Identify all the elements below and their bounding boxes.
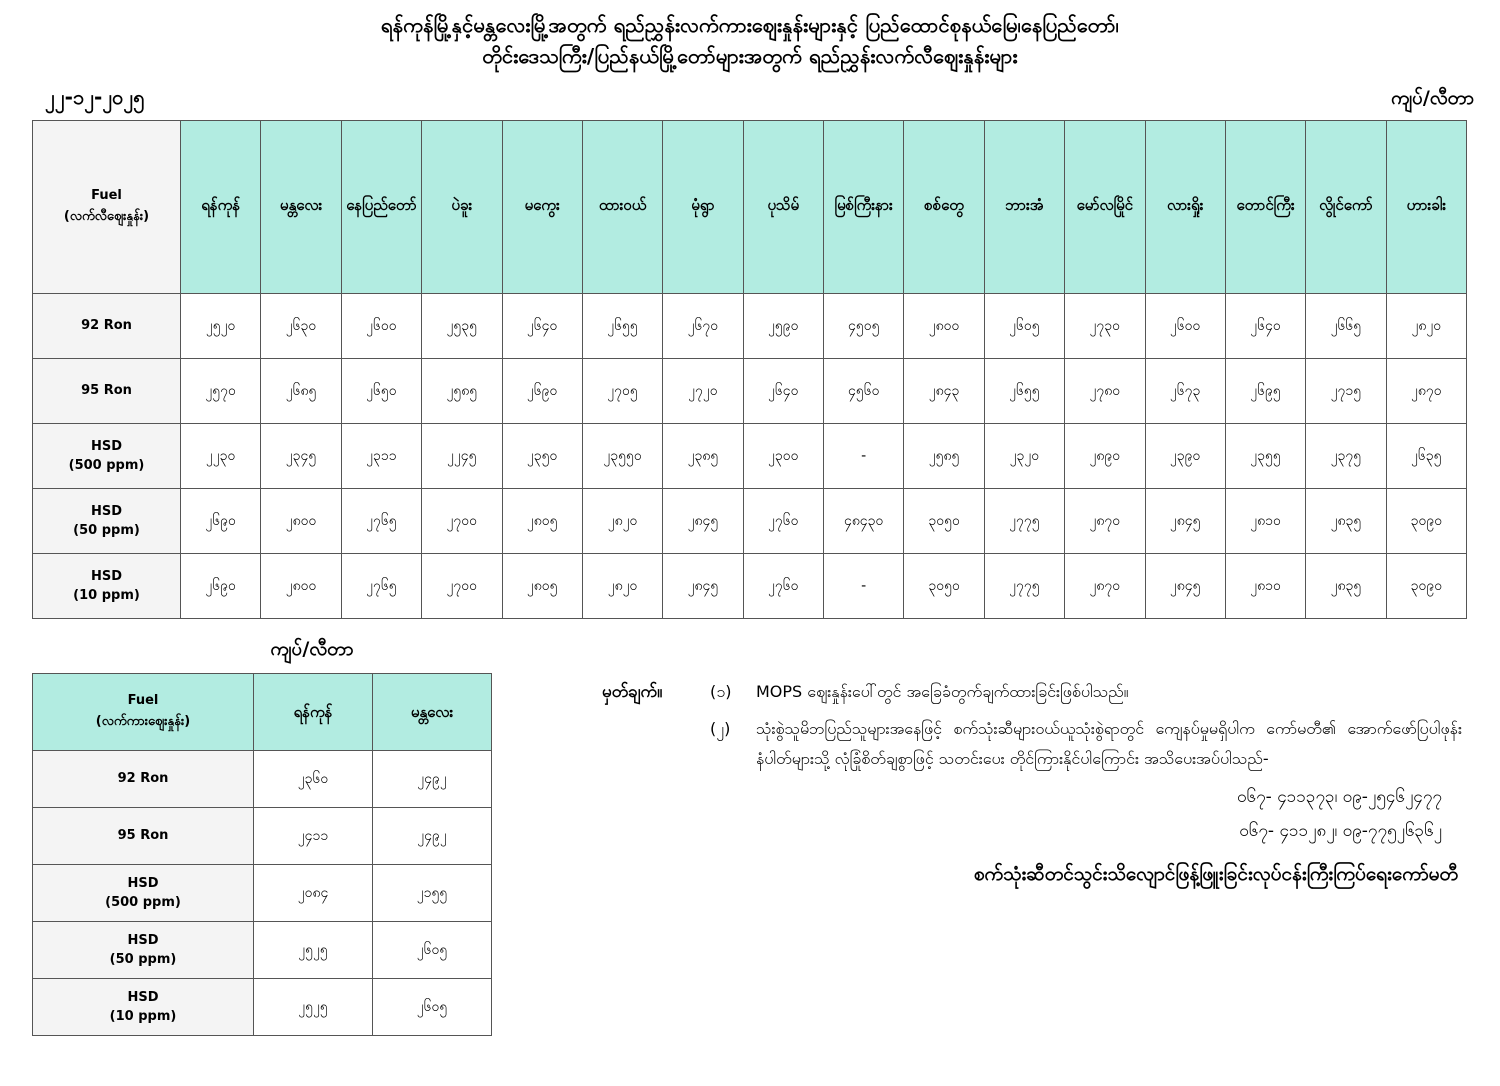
city-header-bago: ပဲခူး (422, 121, 502, 294)
row-label-92ron-wholesale (33, 751, 254, 808)
row-label-line-1: 92 Ron (81, 318, 132, 334)
cell: ၂၆၄၀ (502, 294, 582, 359)
row-label-line-2: (50 ppm) (73, 523, 140, 538)
row-label-line-1: 95 Ron (81, 383, 132, 399)
title-line-1: ရန်ကုန်မြို့နှင့်မန္တလေးမြို့အတွက် ရည်ညွှန်းလက်ကားဈေးနှုန်းများနှင့် ပြည်ထောင်စုနယ်မြေ၊နေပြည်တော်၊ (380, 13, 1120, 37)
cell: ၂၇၂၀ (663, 359, 743, 424)
cell: ၂၇၇၅ (984, 489, 1064, 554)
cell: ၂၂၄၅ (422, 424, 502, 489)
cell: ၂၆၅၅ (984, 359, 1064, 424)
document-title (0, 0, 1500, 72)
city-header-yangon-wholesale: ရန်ကုန် (254, 674, 373, 751)
cell: ၂၈၂၀ (582, 489, 662, 554)
city-header-taunggyi: တောင်ကြီး (1225, 121, 1305, 294)
cell: ၂၆၅၅ (582, 294, 662, 359)
cell: ၂၅၂၅ (254, 922, 373, 979)
cell: ၂၈၉၀ (1065, 424, 1145, 489)
cell: ၂၃၁၁ (341, 424, 421, 489)
cell: ၂၇၀၀ (422, 554, 502, 619)
cell: ၂၆၉၀ (181, 489, 261, 554)
row-label-line-2: (50 ppm) (109, 952, 177, 967)
cell: ၂၆၀၅ (984, 294, 1064, 359)
row-label-line-1: 92 Ron (117, 771, 169, 787)
cell: ၂၆၀၅ (373, 979, 492, 1036)
fuel-header-line-2: (လက်ကားဈေးနှုန်း) (95, 714, 191, 729)
cell: ၂၆၇၀ (663, 294, 743, 359)
table-row (33, 751, 492, 808)
row-label-line-1: HSD (90, 568, 123, 584)
cell: ၂၃၅၅ (1225, 424, 1305, 489)
cell: ၂၃၈၅ (663, 424, 743, 489)
row-label-line-1: HSD (127, 875, 159, 891)
row-label-line-1: HSD (90, 503, 123, 519)
cell: ၂၄၁၁ (254, 808, 373, 865)
document-date: ၂၂-၁၂-၂၀၂၅ (45, 85, 145, 109)
note-text-1: MOPS ဈေးနှုန်းပေါ်တွင် အခြေခံတွက်ချက်ထားခြင်းဖြစ်ပါသည်။ (756, 682, 1129, 701)
cell: ၂၆၉၀ (502, 359, 582, 424)
row-label-92ron (33, 294, 181, 359)
note-number-2: (၂) (710, 719, 731, 739)
cell: ၂၈၂၀ (582, 554, 662, 619)
cell: ၂၁၅၅ (373, 865, 492, 922)
row-label-line-2: (10 ppm) (73, 588, 140, 603)
cell: ၂၅၇၀ (181, 359, 261, 424)
cell: ၂၃၅၅၀ (582, 424, 662, 489)
cell: ၂၅၈၅ (904, 424, 984, 489)
cell: ၂၈၄၅ (1145, 489, 1225, 554)
note-item-2 (602, 714, 1462, 773)
committee-signature: စက်သုံးဆီတင်သွင်းသိလျောင်ဖြန့်ဖြူးခြင်းလုပ်ငန်းကြီးကြပ်ရေးကော်မတီ (973, 862, 1458, 885)
fuel-column-header-wholesale (33, 674, 254, 751)
contact-phone-line-1: ၀၆၇- ၄၁၁၃၇၃၊ ၀၉-၂၅၄၆၂၄၇၇ (1236, 786, 1442, 807)
cell: ၂၇၆၅ (341, 554, 421, 619)
cell: ၂၈၇၀ (1065, 489, 1145, 554)
fuel-column-header (33, 121, 181, 294)
cell: ၂၈၁၀ (1225, 554, 1305, 619)
city-header-mawlamyine: မော်လမြိုင် (1065, 121, 1145, 294)
cell: ၂၆၆၅ (1306, 294, 1386, 359)
fuel-header-line-1: Fuel (127, 693, 159, 709)
cell: ၂၃၉၀ (1145, 424, 1225, 489)
cell: ၂၆၃၀ (261, 294, 341, 359)
notes-section (602, 637, 1462, 890)
cell: ၂၃၂၀ (984, 424, 1064, 489)
cell: ၂၈၄၅ (663, 554, 743, 619)
cell: ၂၇၃၀ (1065, 294, 1145, 359)
table-header-row (33, 121, 1467, 294)
cell: ၂၈၃၅ (1306, 554, 1386, 619)
cell: ၂၃၄၅ (261, 424, 341, 489)
cell: ၄၈၄၃၀ (824, 489, 904, 554)
cell: ၂၅၉၀ (743, 294, 823, 359)
city-header-pathein: ပုသိမ် (743, 121, 823, 294)
notes-label: မှတ်ချက်။ (602, 682, 663, 702)
cell: ၂၆၈၅ (261, 359, 341, 424)
row-label-line-1: 95 Ron (117, 828, 169, 844)
cell: ၂၈၀၀ (904, 294, 984, 359)
table-row (33, 424, 1467, 489)
table-row (33, 808, 492, 865)
city-header-mandalay: မန္တလေး (261, 121, 341, 294)
city-header-loikaw: လွိုင်ကော် (1306, 121, 1386, 294)
cell: ၂၆၀၀ (1145, 294, 1225, 359)
row-label-95ron (33, 359, 181, 424)
row-label-line-2: (10 ppm) (109, 1009, 177, 1024)
table-row (33, 865, 492, 922)
title-line-2: တိုင်းဒေသကြီး/ပြည်နယ်မြို့တော်များအတွက် ရည်ညွှန်းလက်လီဈေးနှုန်းများ (482, 44, 1018, 68)
cell: - (824, 424, 904, 489)
city-header-mandalay-wholesale: မန္တလေး (373, 674, 492, 751)
cell: ၂၆၅၀ (341, 359, 421, 424)
cell: ၄၅၀၅ (824, 294, 904, 359)
note-text-2: သုံးစွဲသူမိဘပြည်သူများအနေဖြင့် စက်သုံးဆီများဝယ်ယူသုံးစွဲရာတွင် ကျေနပ်မှုမရှိပါက ကော်မတီ၏ အောက်ဖော်ပြပါဖုန်းနံပါတ်များသို့ လုံခြုံစိတ်ချစွာဖြင့် သတင်းပေး တိုင်ကြားနိုင်ပါကြောင်း အသိပေးအပ်ပါသည်- (756, 719, 1462, 769)
city-header-monywa: မုံရွာ (663, 121, 743, 294)
cell: ၂၃၀၀ (743, 424, 823, 489)
cell: ၃၀၅၀ (904, 489, 984, 554)
city-header-naypyitaw: နေပြည်တော် (341, 121, 421, 294)
cell: ၂၄၉၂ (373, 751, 492, 808)
cell: ၂၅၃၅ (422, 294, 502, 359)
cell: ၂၈၄၃ (904, 359, 984, 424)
cell: ၂၇၇၅ (984, 554, 1064, 619)
table-row (33, 922, 492, 979)
table-row (33, 294, 1467, 359)
cell: ၂၆၄၀ (1225, 294, 1305, 359)
cell: ၂၈၀၀ (261, 554, 341, 619)
unit-label-main: ကျပ်/လီတာ (1391, 87, 1474, 109)
wholesale-section (32, 637, 532, 1036)
cell: ၃၀၉၀ (1386, 554, 1466, 619)
city-header-yangon: ရန်ကုန် (181, 121, 261, 294)
meta-row (45, 84, 1474, 114)
row-label-hsd-50ppm-wholesale (33, 922, 254, 979)
row-label-line-1: HSD (127, 932, 159, 948)
contact-phone-line-2: ၀၆၇- ၄၁၁၂၈၂၊ ၀၉-၇၇၅၂၆၃၆၂ (1239, 820, 1442, 841)
cell: ၂၆၉၀ (181, 554, 261, 619)
note-item-1 (602, 677, 1462, 708)
retail-price-table (32, 120, 1467, 619)
table-row (33, 554, 1467, 619)
city-header-dawei: ထားဝယ် (582, 121, 662, 294)
row-label-hsd-50ppm (33, 489, 181, 554)
cell: ၄၅၆၀ (824, 359, 904, 424)
row-label-line-1: HSD (90, 438, 123, 454)
city-header-hpaan: ဘားအံ (984, 121, 1064, 294)
cell: ၂၇၈၀ (1065, 359, 1145, 424)
row-label-95ron-wholesale (33, 808, 254, 865)
cell: ၂၈၇၀ (1065, 554, 1145, 619)
table-row (33, 979, 492, 1036)
cell: ၂၈၁၀ (1225, 489, 1305, 554)
cell: ၂၈၄၅ (1145, 554, 1225, 619)
row-label-hsd-500ppm (33, 424, 181, 489)
city-header-sittwe: စစ်တွေ (904, 121, 984, 294)
cell: ၂၃၆၀ (254, 751, 373, 808)
row-label-line-2: (500 ppm) (105, 895, 181, 910)
cell: ၂၇၀၀ (422, 489, 502, 554)
cell: ၃၀၅၀ (904, 554, 984, 619)
row-label-line-1: HSD (127, 989, 159, 1005)
table-row (33, 359, 1467, 424)
cell: ၂၆၇၃ (1145, 359, 1225, 424)
fuel-header-line-1: Fuel (91, 188, 122, 204)
table-row (33, 489, 1467, 554)
cell: ၂၃၅၀ (502, 424, 582, 489)
lower-section (0, 637, 1500, 1036)
cell: ၂၈၀၅ (502, 489, 582, 554)
row-label-line-2: (500 ppm) (68, 458, 145, 473)
city-header-hakha: ဟားခါး (1386, 121, 1466, 294)
cell: ၂၈၀၀ (261, 489, 341, 554)
row-label-hsd-10ppm (33, 554, 181, 619)
cell: ၂၆၀၅ (373, 922, 492, 979)
cell: ၂၈၃၅ (1306, 489, 1386, 554)
unit-label-wholesale: ကျပ်/လီတာ (270, 638, 354, 660)
cell: ၂၂၃၀ (181, 424, 261, 489)
cell: ၂၅၂၀ (181, 294, 261, 359)
row-label-hsd-10ppm-wholesale (33, 979, 254, 1036)
cell: ၂၆၉၅ (1225, 359, 1305, 424)
cell: ၂၆၀၀ (341, 294, 421, 359)
cell: ၂၅၈၅ (422, 359, 502, 424)
cell: ၂၆၃၅ (1386, 424, 1466, 489)
cell: ၂၈၄၅ (663, 489, 743, 554)
cell: ၂၅၂၅ (254, 979, 373, 1036)
wholesale-price-table (32, 673, 492, 1036)
cell: ၂၈၇၀ (1386, 359, 1466, 424)
cell: ၂၇၀၅ (582, 359, 662, 424)
city-header-magway: မကွေး (502, 121, 582, 294)
cell: ၂၀၈၄ (254, 865, 373, 922)
cell: ၂၈၂၀ (1386, 294, 1466, 359)
city-header-lashio: လားရှိုး (1145, 121, 1225, 294)
cell: ၂၈၀၅ (502, 554, 582, 619)
fuel-header-line-2: (လက်လီဈေးနှုန်း) (63, 209, 150, 224)
cell: ၂၇၁၅ (1306, 359, 1386, 424)
cell: ၂၃၇၅ (1306, 424, 1386, 489)
row-label-hsd-500ppm-wholesale (33, 865, 254, 922)
cell: - (824, 554, 904, 619)
cell: ၂၇၆၀ (743, 554, 823, 619)
cell: ၃၀၉၀ (1386, 489, 1466, 554)
cell: ၂၆၄၀ (743, 359, 823, 424)
cell: ၂၇၆၀ (743, 489, 823, 554)
table-header-row (33, 674, 492, 751)
cell: ၂၇၆၅ (341, 489, 421, 554)
city-header-myitkyina: မြစ်ကြီးနား (824, 121, 904, 294)
note-number-1: (၁) (710, 682, 732, 701)
cell: ၂၄၉၂ (373, 808, 492, 865)
